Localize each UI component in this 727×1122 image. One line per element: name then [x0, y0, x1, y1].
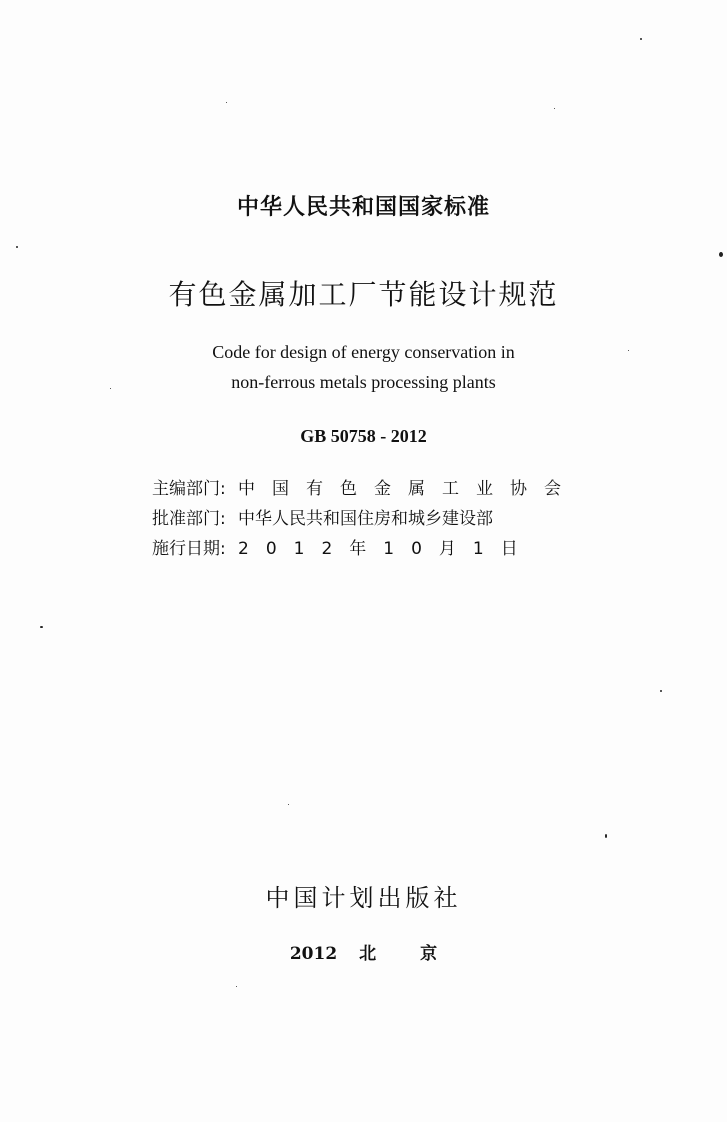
publication-year: 2012: [289, 944, 338, 964]
effective-date-value: 2012年10月1日: [238, 539, 535, 559]
editor-row: [152, 474, 578, 504]
effective-date-row: [152, 534, 552, 564]
city-char-2: 京: [420, 944, 438, 964]
standard-type-heading: 中华人民共和国国家标准: [236, 195, 490, 220]
effective-date-label: 施行日期:: [152, 539, 226, 559]
approver-value: 中华人民共和国住房和城乡建设部: [238, 509, 493, 529]
approver-row: [152, 504, 552, 534]
scan-speck: [719, 252, 723, 257]
scan-speck: [605, 834, 607, 838]
scan-speck: [554, 108, 555, 109]
english-title-line-1: Code for design of energy conservation in: [212, 342, 515, 362]
scan-speck: [16, 246, 18, 248]
english-title-line-2: non-ferrous metals processing plants: [231, 372, 496, 392]
scan-speck: [660, 690, 662, 692]
publication-info: [152, 474, 578, 564]
publication-place: [0, 940, 727, 968]
scan-speck: [110, 388, 111, 389]
scan-speck: [288, 804, 289, 805]
editor-label: 主编部门:: [152, 479, 226, 499]
standard-code: GB 50758 - 2012: [300, 426, 427, 446]
publisher-name: 中国计划出版社: [265, 884, 462, 912]
scan-speck: [628, 350, 629, 351]
scan-speck: [226, 102, 227, 103]
approver-label: 批准部门:: [152, 509, 226, 529]
city-char-1: 北: [359, 944, 377, 964]
editor-value: 中国有色金属工业协会: [238, 479, 578, 499]
scan-speck: [236, 986, 237, 987]
scan-speck: [640, 38, 642, 40]
chinese-title: 有色金属加工厂节能设计规范: [168, 278, 559, 311]
scan-speck: [40, 626, 43, 628]
